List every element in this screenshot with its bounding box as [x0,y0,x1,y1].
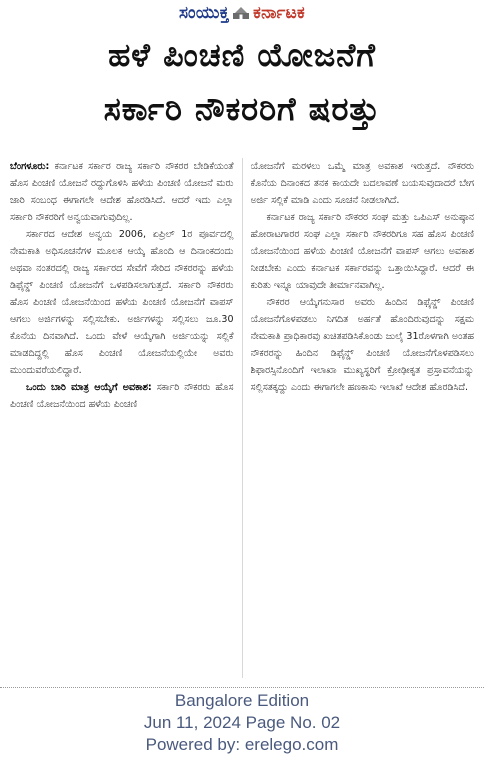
emblem-icon [232,6,250,20]
article-paragraph: ಯೋಜನೆಗೆ ಮರಳಲು ಒಮ್ಮೆ ಮಾತ್ರ ಅವಕಾಶ ಇರುತ್ತದೆ. ನೌಕರರು ಕೊನೆಯ ದಿನಾಂಕದ ತನಕ ಕಾಯದೇ ಬದಲಾವಣೆ ಬಯಸುವುದಾದರೆ ಬೇಗ ಅರ್ಜಿ ಸಲ್ಲಿಕೆ ಮಾಡಿ ಎಂದು ಸೂಚನೆ ನೀಡಲಾಗಿದೆ. [250,161,474,206]
paragraph-text: ಸರ್ಕಾರಿ ನೌಕರರು ಹೊಸ ಪಿಂಚಣಿ ಯೋಜನೆಯಿಂದ ಹಳೆಯ ಪಿಂಚಣಿ [10,382,234,410]
paragraph-text: ಕರ್ನಾಟಕ ಸರ್ಕಾರ ರಾಜ್ಯ ಸರ್ಕಾರಿ ನೌಕರರ ಬೇಡಿಕೆಯಂತೆ ಹೊಸ ಪಿಂಚಣಿ ಯೋಜನೆ ರದ್ದುಗೊಳಿಸಿ ಹಳೆಯ ಪಿಂಚಣಿ ಯೋಜನೆ ಮರು ಜಾರಿ ಸಂಬಂಧ ಈಗಾಗಲೇ ಆದೇಶ ಹೊರಡಿಸಿದೆ. ಆದರೆ ಇದು ಎಲ್ಲಾ ಸರ್ಕಾರಿ ನೌಕರರಿಗೆ ಅನ್ವಯವಾಗುವುದಿಲ್ಲ. [10,161,234,223]
date-page-label: Jun 11, 2024 Page No. 02 [143,713,341,732]
article-paragraph [10,379,234,413]
article-body [10,158,474,678]
article-paragraph: ನೌಕರರ ಆಯ್ಕೆಗನುಸಾರ ಅವರು ಹಿಂದಿನ ಡಿಫೈನ್ಡ್ ಪಿಂಚಣಿ ಯೋಜನೆಗೊಳಪಡಲು ನಿಗದಿತ ಅರ್ಹತೆ ಹೊಂದಿರುವುದನ್ನು ಸಕ್ಷಮ ನೇಮಕಾತಿ ಪ್ರಾಧಿಕಾರವು ಖಚಿತಪಡಿಸಿಕೊಂಡು ಜುಲೈ 31ರೊಳಗಾಗಿ ಅಂತಹ ನೌಕರರನ್ನು ಹಿಂದಿನ ಡಿಫೈನ್ಡ್ ಪಿಂಚಣಿ ಯೋಜನೆಗೊಳಪಡಿಸಲು ಶಿಫಾರಸ್ಸಿನೊಂದಿಗೆ ಇಲಾಖಾ ಮುಖ್ಯಸ್ಥರಿಗೆ ಕ್ರೋಢೀಕೃತ ಪ್ರಸ್ತಾವನೆಯನ್ನು ಸಲ್ಲಿಸತಕ್ಕದ್ದು ಎಂದು ಈಗಾಗಲೇ ಹಣಕಾಸು ಇಲಾಖೆ ಆದೇಶ ಹೊರಡಿಸಿದೆ. [250,297,474,393]
powered-by-label: Powered by: erelego.com [145,735,339,754]
masthead [0,0,484,26]
masthead-name-part1: ಸಂಯುಕ್ತ [178,3,230,23]
headline-line-1: ಹಳೆ ಪಿಂಚಣಿ ಯೋಜನೆಗೆ [108,36,376,74]
article-paragraph: ಸರ್ಕಾರದ ಆದೇಶ ಅನ್ವಯ 2006, ಏಪ್ರಿಲ್ 1ರ ಪೂರ್ವದಲ್ಲಿ ನೇಮಕಾತಿ ಅಧಿಸೂಚನೆಗಳ ಮೂಲಕ ಆಯ್ಕೆ ಹೊಂದಿ ಆ ದಿನಾಂಕದಂದು ಅಥವಾ ನಂತರದಲ್ಲಿ ರಾಜ್ಯ ಸರ್ಕಾರದ ಸೇವೆಗೆ ಸೇರಿದ ನೌಕರರನ್ನು ಹಳೆಯ ಡಿಫೈನ್ಡ್ ಪಿಂಚಣಿ ಯೋಜನೆಗೆ ಒಳಪಡಿಸಲಾಗುತ್ತದೆ. ಸರ್ಕಾರಿ ನೌಕರರು ಹೊಸ ಪಿಂಚಣಿ ಯೋಜನೆಯಿಂದ ಹಳೆಯ ಪಿಂಚಣಿ ಯೋಜನೆಗೆ ವಾಪಸ್ ಆಗಲು ಅರ್ಜಿಗಳನ್ನು ಸಲ್ಲಿಸಬೇಕು. ಅರ್ಜಿಗಳನ್ನು ಸಲ್ಲಿಸಲು ಜೂ.30 ಕೊನೆಯ ದಿನವಾಗಿದೆ. ಒಂದು ವೇಳೆ ಆಯ್ಕೆಗಾಗಿ ಅರ್ಜಿಯನ್ನು ಸಲ್ಲಿಕೆ ಮಾಡದಿದ್ದಲ್ಲಿ ಹೊಸ ಪಿಂಚಣಿ ಯೋಜನೆಯಲ್ಲಿಯೇ ಅವರು ಮುಂದುವರೆಯಲಿದ್ದಾರೆ. [10,229,234,376]
article-paragraph [10,158,234,226]
dateline: ಬೆಂಗಳೂರು: [10,161,50,172]
footer [0,690,484,756]
column-divider [242,158,243,678]
article-column-1 [10,158,234,678]
masthead-name-part2: ಕರ್ನಾಟಕ [253,3,306,23]
footer-separator [0,687,484,688]
subheading: ಒಂದು ಬಾರಿ ಮಾತ್ರ ಆಯ್ಕೆಗೆ ಅವಕಾಶ: [26,382,152,393]
headline-line-2: ಸರ್ಕಾರಿ ನೌಕರರಿಗೆ ಷರತ್ತು [103,90,381,128]
article-column-2 [251,158,475,678]
edition-label: Bangalore Edition [174,691,310,710]
headline [0,28,484,136]
article-paragraph: ಕರ್ನಾಟಕ ರಾಜ್ಯ ಸರ್ಕಾರಿ ನೌಕರರ ಸಂಘ ಮತ್ತು ಒಪಿಎಸ್ ಅನುಷ್ಠಾನ ಹೋರಾಟಗಾರರ ಸಂಘ ಎಲ್ಲಾ ಸರ್ಕಾರಿ ನೌಕರರಿಗೂ ಸಹ ಹೊಸ ಪಿಂಚಣಿ ಯೋಜನೆಯಿಂದ ಹಳೆಯ ಪಿಂಚಣಿ ಯೋಜನೆಗೆ ವಾಪಸ್ ಆಗಲು ಅವಕಾಶ ನೀಡಬೇಕು ಎಂದು ಕರ್ನಾಟಕ ಸರ್ಕಾರವನ್ನು ಒತ್ತಾಯಿಸಿದ್ದಾರೆ. ಆದರೆ ಈ ಕುರಿತು ಇನ್ನೂ ಯಾವುದೇ ತೀರ್ಮಾನವಾಗಿಲ್ಲ. [250,212,474,291]
